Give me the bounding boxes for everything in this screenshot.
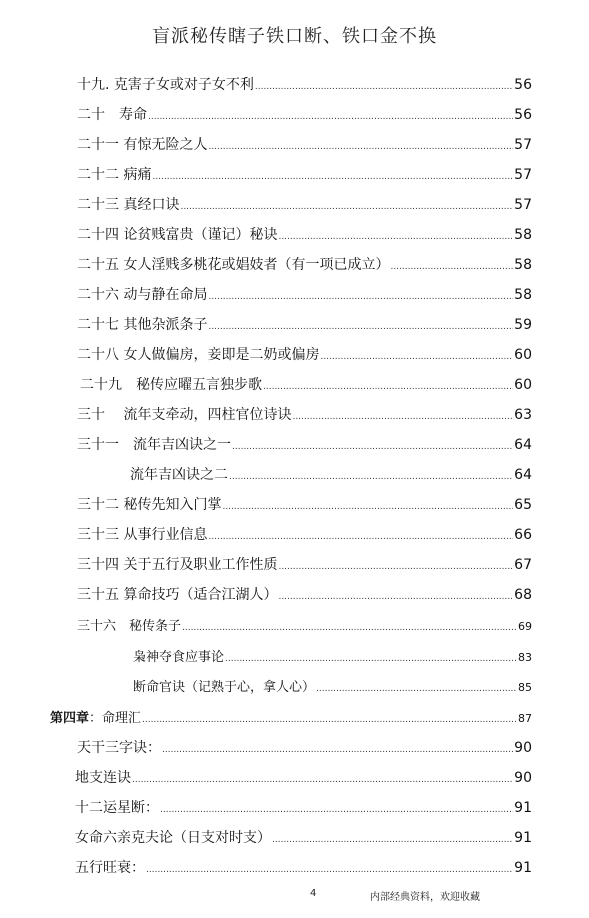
toc-entry: [77, 225, 532, 245]
toc-entry-label: 女命六亲克夫论（日支对时支）: [75, 830, 271, 846]
toc-entry-label: 二十三 真经口诀: [77, 197, 180, 213]
toc-entry-page: 90: [514, 770, 532, 786]
toc-entry: [77, 738, 532, 758]
toc-entry-page: 58: [514, 287, 532, 303]
toc-leader-dots: [208, 316, 513, 336]
toc-entry-label: 二十五 女人淫贱多桃花或娼妓者（有一项已成立）: [77, 257, 390, 273]
toc-entry-label: 五行旺衰：: [75, 860, 145, 876]
toc-entry-label: 二十七 其他杂派条子: [77, 317, 208, 333]
toc-entry-label: 二十六 动与静在命局: [77, 287, 208, 303]
toc-entry: [77, 165, 532, 185]
toc-entry: [80, 375, 532, 395]
toc-leader-dots: [160, 799, 513, 819]
toc-leader-dots: [232, 436, 513, 456]
toc-entry-page: 57: [514, 137, 532, 153]
toc-entry-label: 十九. 克害子女或对子女不利: [77, 77, 254, 93]
toc-entry: [77, 135, 532, 155]
toc-entry: [77, 285, 532, 305]
toc-entry-label: 天干三字诀：: [77, 740, 161, 756]
toc-leader-dots: [180, 196, 513, 216]
toc-entry: [77, 105, 532, 125]
toc-entry-label: 二十八 女人做偏房，妾即是二奶或偏房: [77, 347, 320, 363]
document-header-title: 盲派秘传瞎子铁口断、铁口金不换: [152, 26, 437, 47]
toc-leader-dots: [278, 586, 513, 606]
toc-entry-label: 三十六 秘传条子: [77, 619, 182, 634]
toc-leader-dots: [255, 76, 513, 96]
page-number: 4: [310, 888, 317, 899]
toc-leader-dots: [146, 859, 513, 879]
toc-entry-page: 90: [514, 740, 532, 756]
toc-entry-page: 66: [514, 527, 532, 543]
toc-entry-page: 87: [518, 712, 532, 725]
toc-entry-page: 60: [514, 377, 532, 393]
toc-entry-page: 85: [518, 681, 532, 694]
toc-leader-dots: [222, 496, 513, 516]
chapter-title: ：命理汇: [89, 711, 142, 726]
footer-note: 内部经典资料，欢迎收藏: [370, 892, 480, 903]
toc-entry: [130, 465, 532, 485]
toc-entry: [75, 858, 532, 878]
toc-leader-dots: [316, 678, 517, 698]
toc-entry-page: 64: [514, 467, 532, 483]
toc-entry-page: 63: [514, 407, 532, 423]
toc-entry: [75, 768, 532, 788]
toc-entry-page: 68: [514, 587, 532, 603]
toc-entry-label: 断命官诀（记熟于心，拿人心）: [133, 680, 316, 695]
toc-leader-dots: [208, 286, 513, 306]
toc-entry: [77, 75, 532, 95]
toc-entry: [77, 435, 532, 455]
toc-entry: [77, 345, 532, 365]
toc-leader-dots: [225, 648, 517, 668]
toc-leader-dots: [263, 376, 513, 396]
toc-leader-dots: [162, 739, 513, 759]
toc-entry-page: 57: [514, 197, 532, 213]
toc-leader-dots: [208, 526, 513, 546]
toc-leader-dots: [142, 709, 517, 729]
toc-entry-label: 枭神夺食应事论: [133, 650, 225, 665]
toc-entry-page: 91: [514, 860, 532, 876]
toc-entry: [75, 798, 532, 818]
toc-leader-dots: [132, 769, 513, 789]
toc-entry: [77, 255, 532, 275]
toc-entry-page: 91: [514, 800, 532, 816]
toc-entry: [75, 828, 532, 848]
toc-entry-page: 91: [514, 830, 532, 846]
toc-entry: [77, 495, 532, 515]
toc-entry: [77, 617, 532, 637]
toc-entry-page: 58: [514, 257, 532, 273]
toc-entry-page: 58: [514, 227, 532, 243]
toc-entry: [77, 315, 532, 335]
toc-entry-page: 59: [514, 317, 532, 333]
toc-chapter-entry: [50, 709, 532, 729]
toc-entry: [77, 525, 532, 545]
toc-entry-label: 二十九 秘传应曜五言独步歌: [80, 377, 262, 393]
toc-entry: [77, 405, 532, 425]
toc-leader-dots: [152, 166, 513, 186]
toc-leader-dots: [278, 226, 513, 246]
toc-entry-page: 69: [518, 620, 532, 633]
toc-entry: [133, 678, 532, 698]
toc-entry-label: 十二运星断：: [75, 800, 159, 816]
toc-entry-page: 56: [514, 107, 532, 123]
toc-leader-dots: [320, 346, 513, 366]
toc-entry-label: 地支连诀: [75, 770, 131, 786]
toc-entry-page: 67: [514, 557, 532, 573]
toc-leader-dots: [390, 256, 513, 276]
toc-entry-page: 65: [514, 497, 532, 513]
toc-entry: [77, 195, 532, 215]
toc-entry-label: 三十一 流年吉凶诀之一: [77, 437, 231, 453]
toc-entry-label: 三十四 关于五行及职业工作性质: [77, 557, 278, 573]
toc-entry-label: 三十三 从事行业信息: [77, 527, 208, 543]
toc-leader-dots: [148, 106, 513, 126]
toc-entry-label: 三十五 算命技巧（适合江湖人）: [77, 587, 278, 603]
toc-entry: [133, 648, 532, 668]
toc-entry-page: 60: [514, 347, 532, 363]
toc-entry-label: [50, 709, 141, 729]
toc-leader-dots: [229, 466, 513, 486]
toc-leader-dots: [182, 617, 517, 637]
toc-entry-label: 二十二 病痛: [77, 167, 152, 183]
toc-entry-label: 二十一 有惊无险之人: [77, 137, 208, 153]
toc-entry-page: 56: [514, 77, 532, 93]
toc-entry-page: 57: [514, 167, 532, 183]
toc-entry-page: 64: [514, 437, 532, 453]
toc-entry-label: 流年吉凶诀之二: [130, 467, 228, 483]
toc-leader-dots: [208, 136, 513, 156]
toc-entry-label: 三十 流年支牵动，四柱官位诗诀: [77, 407, 292, 423]
toc-entry-label: 二十 寿命: [77, 107, 147, 123]
toc-leader-dots: [278, 556, 513, 576]
toc-entry-page: 83: [518, 651, 532, 664]
toc-entry-label: 二十四 论贫贱富贵（谨记）秘诀: [77, 227, 278, 243]
toc-leader-dots: [272, 829, 513, 849]
toc-entry: [77, 555, 532, 575]
toc-entry: [77, 585, 532, 605]
chapter-number: 第四章: [50, 711, 90, 726]
toc-leader-dots: [292, 406, 513, 426]
toc-entry-label: 三十二 秘传先知入门掌: [77, 497, 222, 513]
